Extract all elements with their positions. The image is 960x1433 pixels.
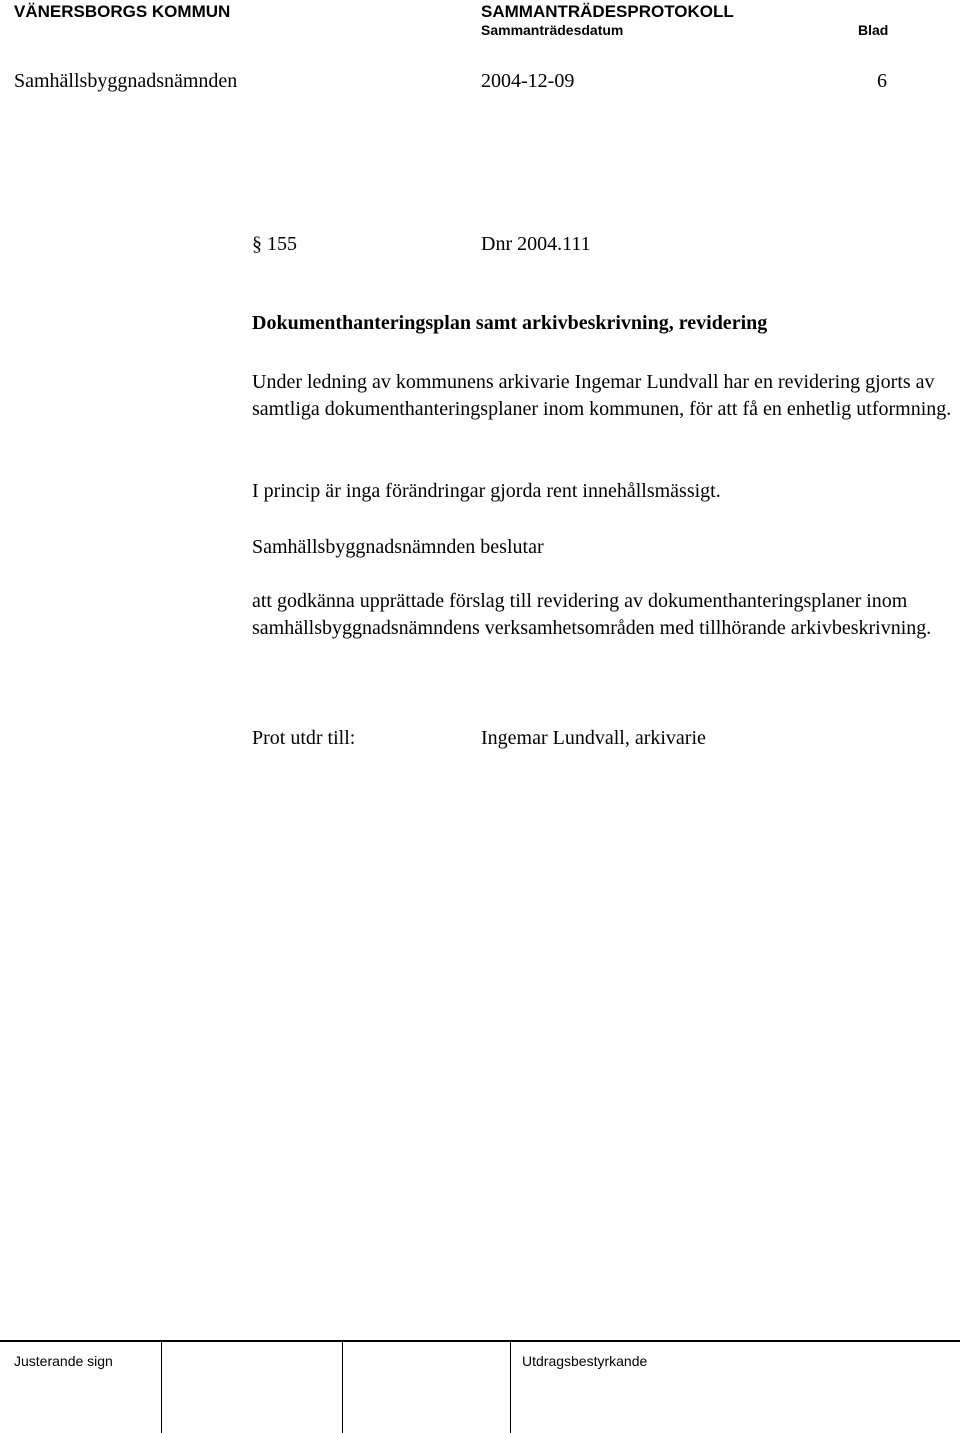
- body-paragraph-1: Under ledning av kommunens arkivarie Ingemar Lundvall har en revidering gjorts av samtliga dokumenthanteringsplaner inom kommunen, för att få en enhetlig utformning.: [252, 371, 952, 420]
- page-label: Blad: [858, 22, 889, 38]
- committee-name: Samhällsbyggnadsnämnden: [14, 70, 238, 92]
- page-number: 6: [877, 70, 887, 92]
- municipality-name: VÄNERSBORGS KOMMUN: [14, 2, 231, 21]
- distribution-recipient: Ingemar Lundvall, arkivarie: [481, 727, 706, 749]
- footer-divider-line: [0, 1340, 960, 1342]
- diary-number: Dnr 2004.111: [481, 233, 591, 255]
- decision-heading: Samhällsbyggnadsnämnden beslutar: [252, 536, 544, 558]
- meeting-date: 2004-12-09: [481, 70, 575, 92]
- utdragsbestyrkande-label: Utdragsbestyrkande: [522, 1353, 648, 1369]
- footer-cell-divider: [342, 1340, 343, 1433]
- protocol-title: SAMMANTRÄDESPROTOKOLL: [481, 2, 734, 21]
- justerande-sign-label: Justerande sign: [14, 1353, 113, 1369]
- decision-text: att godkänna upprättade förslag till revidering av dokumenthanteringsplaner inom samhällsbyggnadsnämndens verksamhetsområden med tillhörande arkivbeskrivning.: [252, 590, 932, 639]
- item-heading: Dokumenthanteringsplan samt arkivbeskrivning, revidering: [252, 312, 768, 334]
- footer-cell-divider: [510, 1340, 511, 1433]
- date-label: Sammanträdesdatum: [481, 22, 624, 38]
- footer-cell-divider: [161, 1340, 162, 1433]
- distribution-label: Prot utdr till:: [252, 727, 356, 749]
- paragraph-number: § 155: [252, 233, 297, 255]
- body-paragraph-2: I princip är inga förändringar gjorda rent innehållsmässigt.: [252, 480, 721, 502]
